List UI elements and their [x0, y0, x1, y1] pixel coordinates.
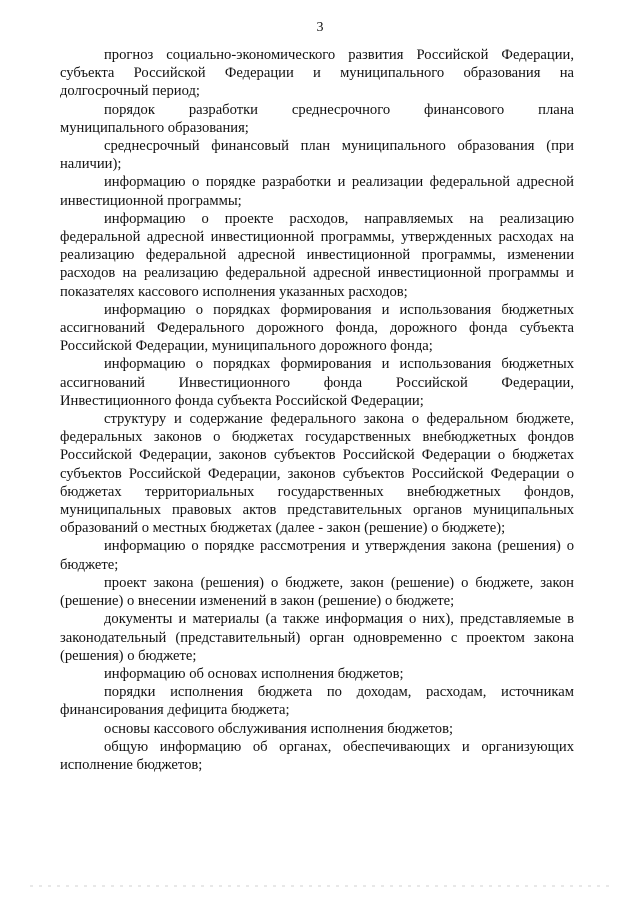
- text-line: финансирования дефицита бюджета;: [60, 702, 290, 719]
- text-line: (решения) о бюджете;: [60, 647, 197, 664]
- text-line: ассигнований Федерального дорожного фонда, дорожного фонда субъекта: [60, 320, 574, 337]
- paragraph: [60, 683, 574, 719]
- text-line: информацию о проекте расходов, направляемых на реализацию: [104, 210, 574, 227]
- text-line: порядок разработки среднесрочного финансового плана: [104, 101, 574, 118]
- paragraph: [60, 137, 574, 173]
- scan-artifact-line: [30, 885, 610, 887]
- text-line: образований о местных бюджетах (далее - закон (решение) о бюджете);: [60, 520, 506, 537]
- text-line: Инвестиционного фонда субъекта Российской Федерации;: [60, 392, 424, 409]
- document-body: [60, 46, 574, 774]
- text-line: субъекта Российской Федерации и муниципального образования на: [60, 65, 574, 82]
- text-line: основы кассового обслуживания исполнения бюджетов;: [104, 720, 454, 737]
- text-line: бюджете;: [60, 556, 119, 573]
- paragraph: [60, 738, 574, 774]
- paragraph: [60, 537, 574, 573]
- text-line: информацию о порядке рассмотрения и утверждения закона (решения) о: [104, 538, 574, 555]
- text-line: прогноз социально-экономического развития Российской Федерации,: [104, 47, 574, 63]
- text-line: законодательный (представительный) орган одновременно с проектом закона: [60, 629, 574, 646]
- text-line: проект закона (решения) о бюджете, закон (решение) о бюджете, закон: [104, 574, 574, 591]
- paragraph: [60, 301, 574, 356]
- paragraph: [60, 410, 574, 537]
- paragraph: [60, 665, 574, 683]
- text-line: информацию о порядке разработки и реализации федеральной адресной: [104, 174, 574, 191]
- text-line: исполнение бюджетов;: [60, 756, 203, 773]
- text-line: федеральных законов о бюджетах государственных внебюджетных фондов: [60, 429, 574, 446]
- paragraph: [60, 720, 574, 738]
- text-line: структуру и содержание федерального закона о федеральном бюджете,: [104, 411, 574, 428]
- text-line: Российской Федерации, законов субъектов Российской Федерации о бюджетах: [60, 447, 574, 464]
- text-line: среднесрочный финансовый план муниципального образования (при: [104, 138, 574, 155]
- text-line: информацию о порядках формирования и использования бюджетных: [104, 356, 574, 373]
- paragraph: [60, 101, 574, 137]
- text-line: информацию об основах исполнения бюджетов;: [104, 665, 404, 682]
- paragraph: [60, 574, 574, 610]
- paragraph: [60, 355, 574, 410]
- paragraph: [60, 210, 574, 301]
- text-line: общую информацию об органах, обеспечивающих и организующих: [104, 738, 574, 755]
- text-line: федеральной адресной инвестиционной программы, утвержденных расходах на: [60, 229, 574, 246]
- text-line: муниципального образования;: [60, 119, 249, 136]
- text-line: бюджетах территориальных государственных внебюджетных фондов,: [60, 483, 574, 500]
- text-line: информацию о порядках формирования и использования бюджетных: [104, 301, 574, 318]
- text-line: инвестиционной программы;: [60, 192, 242, 209]
- text-line: (решение) о внесении изменений в закон (решение) о бюджете;: [60, 593, 455, 610]
- text-line: муниципальных правовых актов представительных органов муниципальных: [60, 502, 574, 519]
- text-line: наличии);: [60, 156, 122, 173]
- text-line: порядки исполнения бюджета по доходам, расходам, источникам: [104, 684, 574, 701]
- paragraph: [60, 610, 574, 665]
- text-line: долгосрочный период;: [60, 83, 200, 100]
- text-line: субъектов Российской Федерации, законов субъектов Российской Федерации о: [60, 465, 574, 482]
- paragraph: [60, 46, 574, 101]
- page-number: 3: [316, 20, 324, 35]
- text-line: показателях кассового исполнения указанных расходов;: [60, 283, 408, 300]
- text-line: реализацию федеральной адресной инвестиционной программы, изменении: [60, 247, 574, 264]
- text-line: документы и материалы (а также информация о них), представляемые в: [104, 611, 574, 628]
- text-line: Российской Федерации, муниципального дорожного фонда;: [60, 338, 433, 355]
- text-line: ассигнований Инвестиционного фонда Российской Федерации,: [60, 374, 574, 391]
- text-line: расходов на реализацию федеральной адресной инвестиционной программы и: [60, 265, 574, 282]
- paragraph: [60, 173, 574, 209]
